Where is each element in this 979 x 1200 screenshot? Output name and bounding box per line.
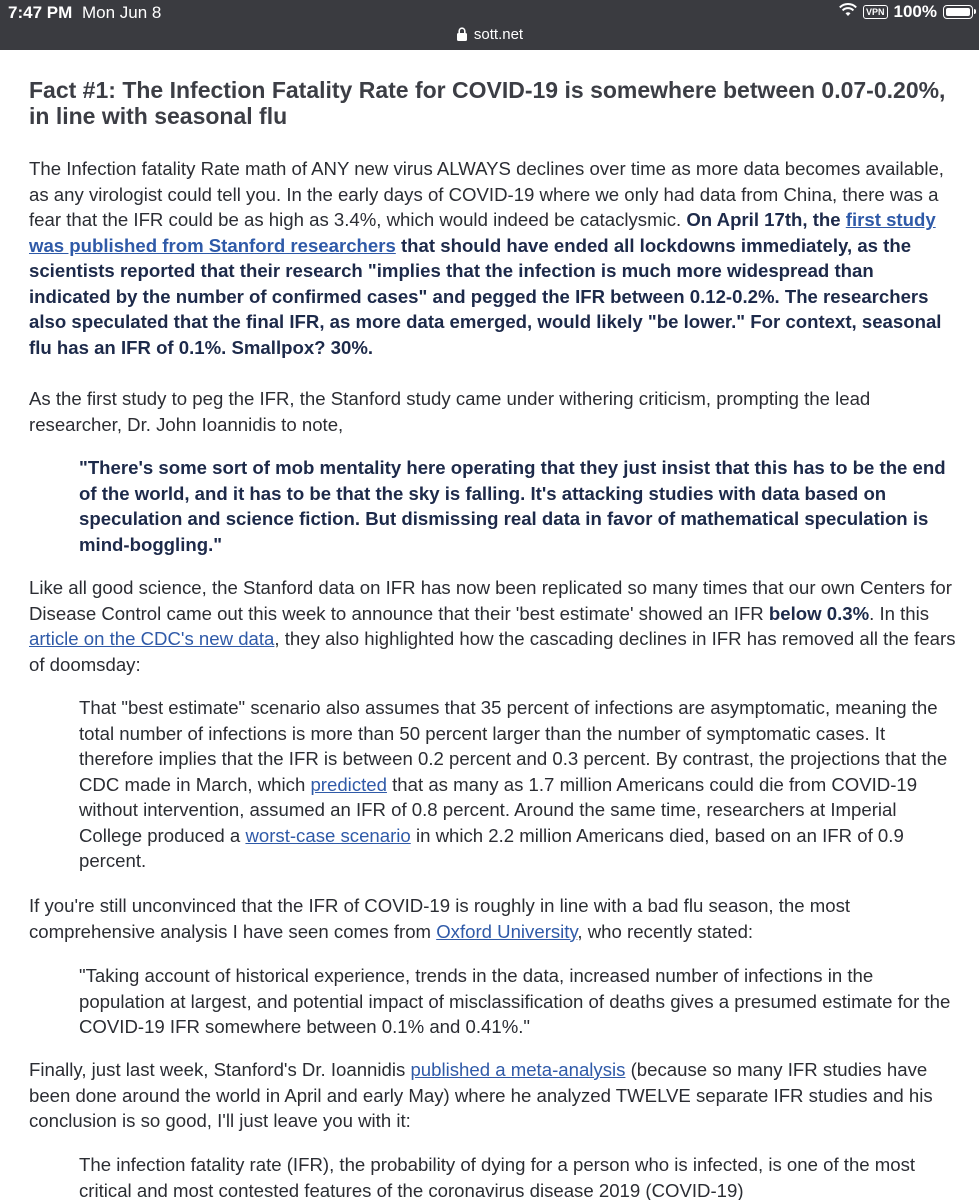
paragraph-text: Like all good science, the Stanford data on IFR has now been replicated so many times that our own Centers for Disease Control came out this week to announce that their 'best estimate' showed an IFR [29,577,952,624]
paragraph-cdc [29,575,959,677]
address-bar[interactable] [0,24,979,44]
status-indicators [839,2,973,22]
paragraph-text: The Infection fatality Rate math of ANY new virus ALWAYS declines over time as more data becomes available, as any virologist could tell you. In the early days of COVID-19 where we only had data from China, there was a fear that the IFR could be as high as 3.4%, which would indeed be cataclysmic. [29,158,944,230]
wifi-icon [839,3,857,22]
paragraph-oxford [29,893,959,944]
paragraph-emphasis: that should have ended all lockdowns immediately, as the scientists reported that their research "implies that the infection is much more widespread than indicated by the number of confirmed cases" and pegged the IFR between 0.12-0.2%. The researchers also speculated that the final IFR, as more data emerged, would likely "be lower." For context, seasonal flu has an IFR of 0.1%. Smallpox? 30%. [29,234,942,358]
worst-case-scenario-link[interactable]: worst-case scenario [245,824,411,846]
blockquote-ioannidis: "There's some sort of mob mentality here operating that they just insist that this has to be the end of the world, and it has to be that the sky is falling. It's attacking studies with data based on speculation and science fiction. But dismissing real data in favor of mathematical speculation is mind-boggling." [79,457,946,555]
meta-analysis-link[interactable]: published a meta-analysis [410,1059,626,1080]
paragraph-ifr-intro [29,156,959,360]
paragraph-text: . In this [869,602,930,624]
paragraph-text: Finally, just last week, Stanford's Dr. Ioannidis [29,1059,411,1080]
paragraph-meta-analysis [29,1057,959,1134]
quote-text: That "best estimate" scenario also assumes that 35 percent of infections are asymptomatic, meaning the total number of infections is more than 50 percent larger than the number of symptomatic cases. It therefore implies that the IFR is between 0.2 percent and 0.3 percent. By contrast, the projections that the CDC made in March, which [79,697,948,795]
paragraph-text: If you're still unconvinced that the IFR of COVID-19 is roughly in line with a bad flu season, the most comprehensive analysis I have seen comes from [29,895,851,942]
lock-icon [456,27,468,41]
blockquote-oxford: "Taking account of historical experience, trends in the data, increased number of infections in the population at largest, and potential impact of misclassification of deaths gives a presumed estimate for the COVID-19 IFR somewhere between 0.1% and 0.41%." [79,965,951,1037]
battery-percent: 100% [893,2,937,21]
vpn-badge: VPN [863,5,888,19]
paragraph-emphasis: On April 17th, the [686,209,846,230]
oxford-university-link[interactable]: Oxford University [436,920,578,942]
paragraph-text: , they also highlighted how the cascading declines in IFR has removed all the fears of doomsday: [29,628,956,675]
article-heading: Fact #1: The Infection Fatality Rate for COVID-19 is somewhere between 0.07-0.20%, in line with seasonal flu [29,77,946,129]
blockquote-meta-analysis: The infection fatality rate (IFR), the probability of dying for a person who is infected, is one of the most critical and most contested features of the coronavirus disease 2019 (COVID-19) [79,1154,916,1200]
paragraph-emphasis: below 0.3% [768,602,870,624]
paragraph-text: (because so many IFR studies have been done around the world in April and early May) where he analyzed TWELVE separate IFR studies and his conclusion is so good, I'll just leave you with it: [29,1059,933,1131]
predicted-link[interactable]: predicted [310,773,387,795]
status-time: 7:47 PM [8,3,73,22]
cdc-article-link[interactable]: article on the CDC's new data [29,628,275,649]
blockquote-cdc-estimate [79,695,959,874]
battery-icon [943,5,973,19]
quote-text: that as many as 1.7 million Americans could die from COVID-19 without intervention, assumed an IFR of 0.8 percent. Around the same time, researchers at Imperial College produced a [79,773,918,846]
quote-text: in which 2.2 million Americans died, based on an IFR of 0.9 percent. [79,824,904,871]
stanford-study-link[interactable]: first study was published from Stanford researchers [29,209,936,256]
paragraph-criticism: As the first study to peg the IFR, the Stanford study came under withering criticism, prompting the lead researcher, Dr. John Ioannidis to note, [29,388,871,435]
paragraph-text: , who recently stated: [577,920,754,942]
article-content [0,50,979,1200]
status-date: Mon Jun 8 [82,3,162,22]
url-text[interactable]: sott.net [473,25,524,43]
status-bar [0,0,979,50]
